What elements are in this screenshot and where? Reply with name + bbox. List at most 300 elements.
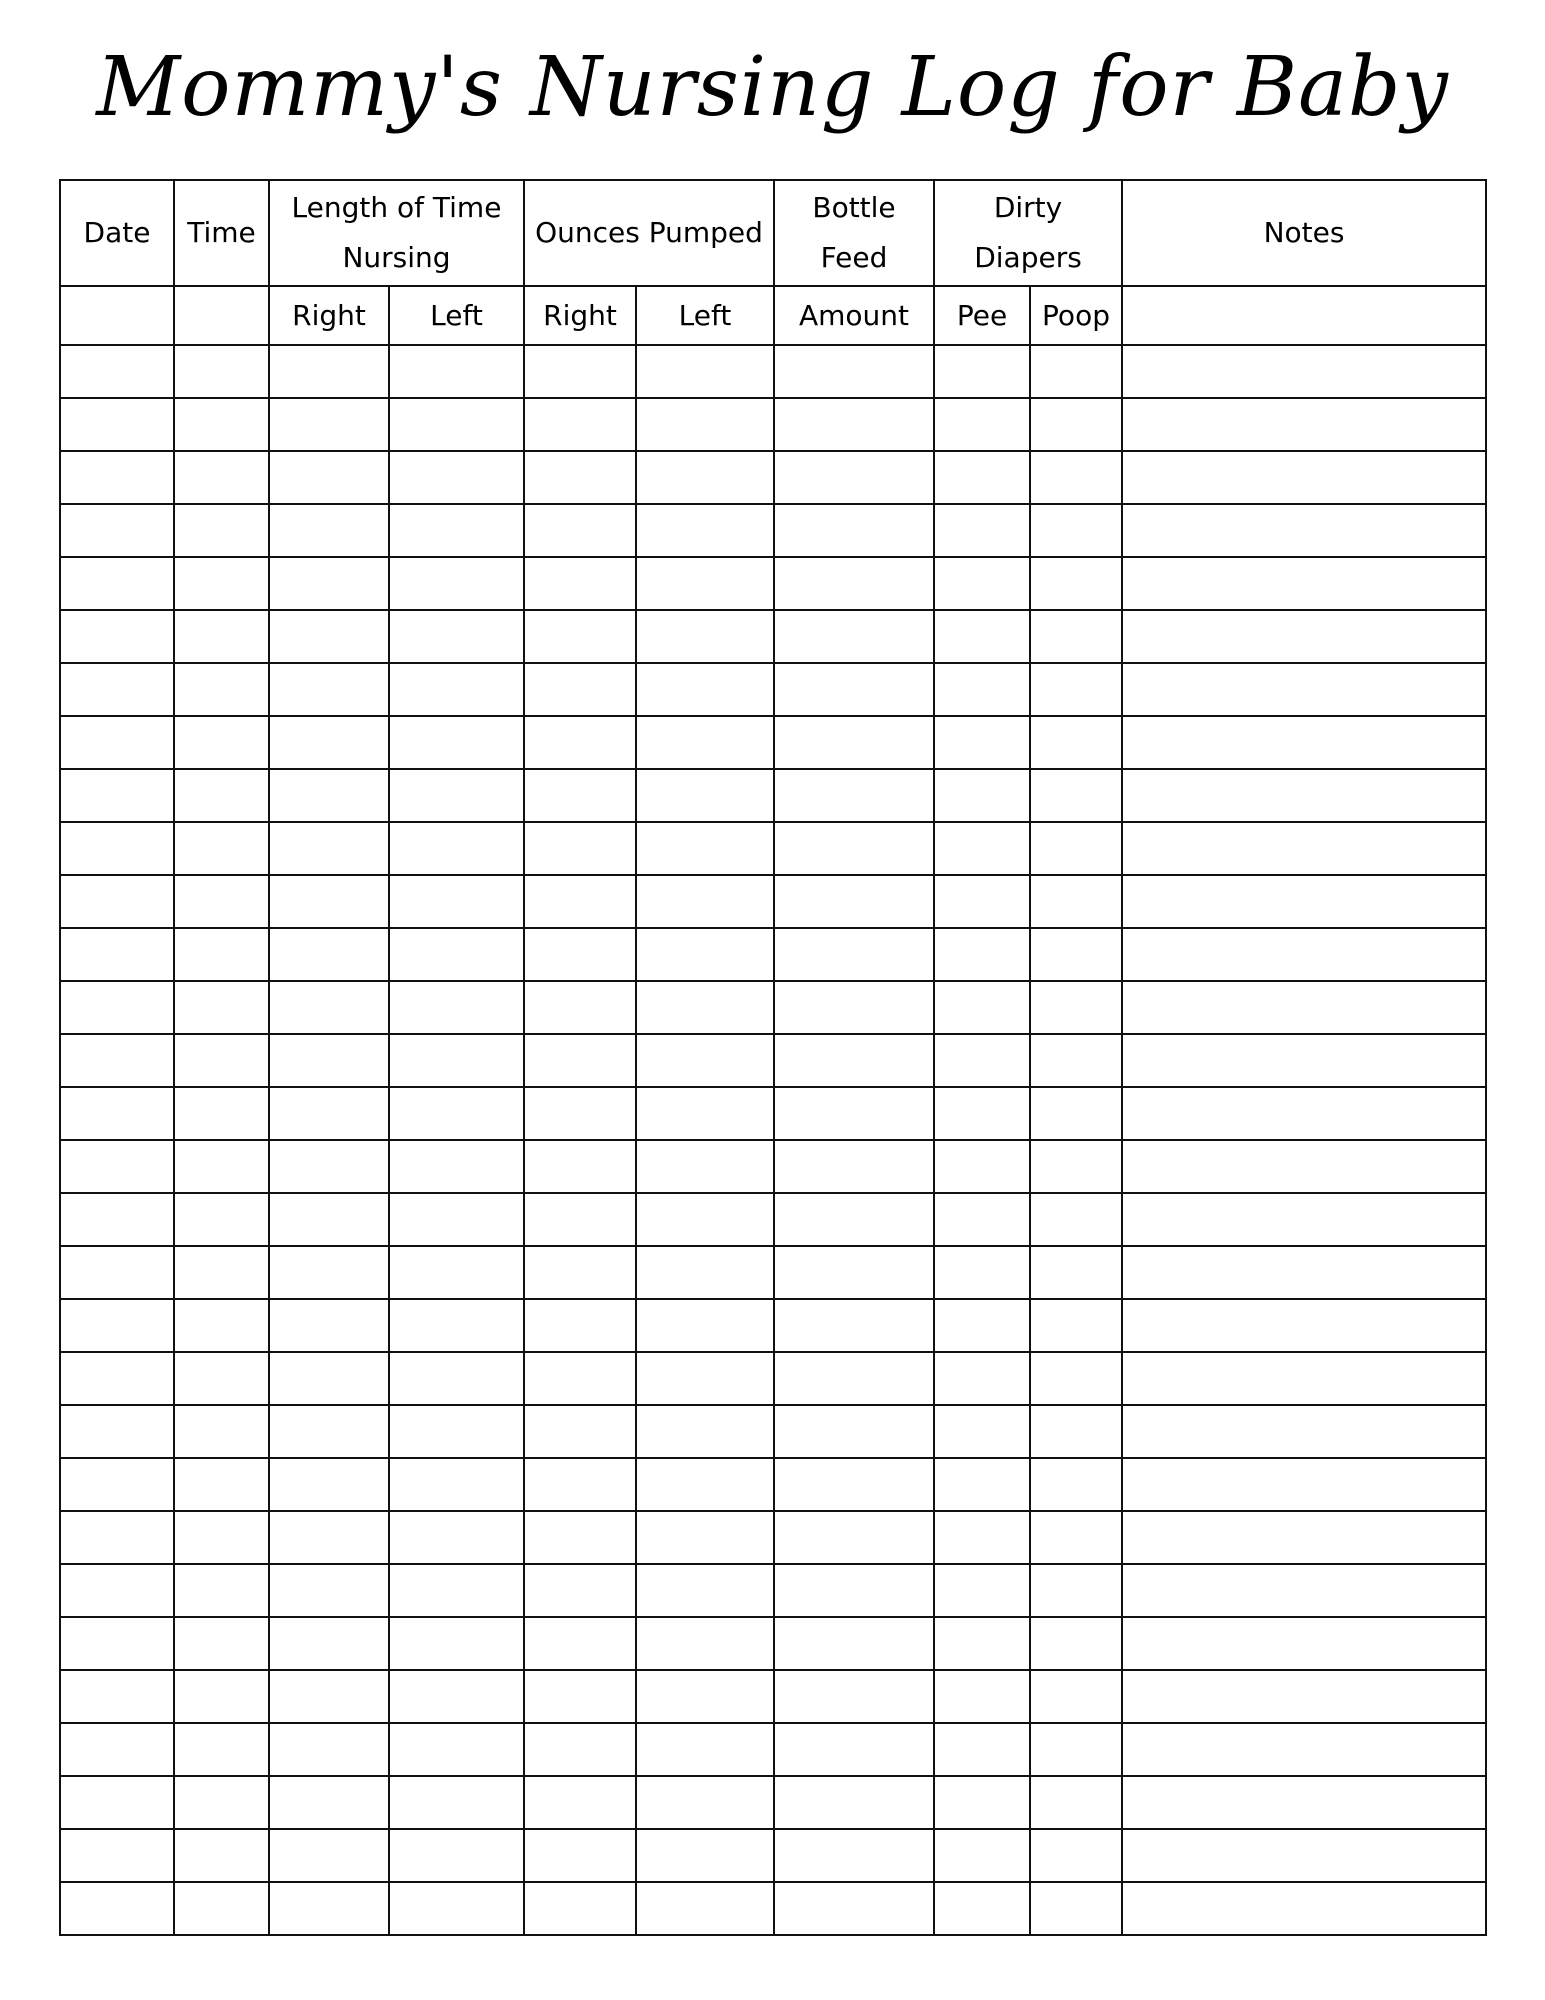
cell-pumped-right [524,769,636,822]
cell-bottle-amount [774,1670,934,1723]
cell-bottle-amount [774,1299,934,1352]
table-row [60,1352,1486,1405]
cell-time [174,1564,269,1617]
cell-time [174,1776,269,1829]
cell-bottle-amount [774,610,934,663]
cell-pumped-right [524,875,636,928]
cell-date [60,1034,174,1087]
table-row [60,1193,1486,1246]
cell-nursing-right [269,610,389,663]
cell-pumped-right [524,716,636,769]
cell-date [60,1882,174,1935]
cell-nursing-left [389,1723,524,1776]
cell-diapers-pee [934,1458,1030,1511]
cell-time [174,1829,269,1882]
cell-nursing-left [389,1511,524,1564]
cell-notes [1122,1829,1486,1882]
cell-nursing-right [269,663,389,716]
cell-date [60,1087,174,1140]
cell-pumped-right [524,1299,636,1352]
cell-nursing-left [389,875,524,928]
cell-nursing-right [269,1617,389,1670]
cell-diapers-poop [1030,875,1122,928]
cell-nursing-left [389,716,524,769]
cell-diapers-pee [934,1882,1030,1935]
cell-nursing-right [269,716,389,769]
subheader-diapers-poop: Poop [1030,286,1122,345]
cell-diapers-pee [934,345,1030,398]
cell-diapers-poop [1030,1829,1122,1882]
table-row [60,1511,1486,1564]
cell-notes [1122,1670,1486,1723]
cell-diapers-pee [934,1140,1030,1193]
cell-pumped-right [524,610,636,663]
cell-date [60,1723,174,1776]
cell-pumped-left [636,928,774,981]
cell-pumped-right [524,1723,636,1776]
table-row [60,398,1486,451]
cell-nursing-right [269,1299,389,1352]
cell-diapers-poop [1030,451,1122,504]
table-row [60,928,1486,981]
cell-time [174,1458,269,1511]
cell-pumped-right [524,1405,636,1458]
cell-nursing-left [389,451,524,504]
table-row [60,1458,1486,1511]
cell-diapers-pee [934,1246,1030,1299]
page-title: Mommy's Nursing Log for Baby [96,40,1449,135]
cell-notes [1122,1405,1486,1458]
cell-date [60,610,174,663]
cell-pumped-right [524,981,636,1034]
cell-time [174,928,269,981]
cell-notes [1122,1034,1486,1087]
cell-diapers-pee [934,769,1030,822]
cell-diapers-poop [1030,716,1122,769]
cell-nursing-right [269,1882,389,1935]
cell-notes [1122,1617,1486,1670]
cell-date [60,822,174,875]
cell-notes [1122,1193,1486,1246]
table-row [60,1140,1486,1193]
cell-date [60,875,174,928]
cell-notes [1122,716,1486,769]
cell-diapers-poop [1030,1564,1122,1617]
table-row [60,1087,1486,1140]
cell-date [60,345,174,398]
cell-notes [1122,663,1486,716]
cell-date [60,1405,174,1458]
header-nursing-label: Length of Time Nursing [291,191,502,274]
cell-time [174,1193,269,1246]
cell-time [174,1246,269,1299]
cell-notes [1122,981,1486,1034]
cell-diapers-poop [1030,1299,1122,1352]
cell-date [60,1352,174,1405]
cell-pumped-left [636,610,774,663]
table-row [60,1299,1486,1352]
cell-pumped-left [636,557,774,610]
cell-date [60,1140,174,1193]
cell-date [60,1564,174,1617]
cell-notes [1122,1882,1486,1935]
cell-diapers-pee [934,1352,1030,1405]
table-row [60,769,1486,822]
cell-time [174,822,269,875]
cell-bottle-amount [774,1193,934,1246]
cell-diapers-pee [934,1405,1030,1458]
table-row [60,1670,1486,1723]
cell-pumped-right [524,1246,636,1299]
cell-bottle-amount [774,1511,934,1564]
cell-nursing-left [389,1193,524,1246]
subheader-notes-blank [1122,286,1486,345]
cell-time [174,1405,269,1458]
cell-diapers-poop [1030,1723,1122,1776]
cell-notes [1122,1352,1486,1405]
cell-pumped-left [636,398,774,451]
cell-nursing-left [389,822,524,875]
subheader-diapers-pee: Pee [934,286,1030,345]
table-row [60,345,1486,398]
cell-pumped-left [636,822,774,875]
cell-nursing-left [389,1829,524,1882]
cell-date [60,1458,174,1511]
cell-nursing-left [389,504,524,557]
cell-pumped-right [524,822,636,875]
cell-notes [1122,398,1486,451]
cell-notes [1122,1246,1486,1299]
cell-diapers-pee [934,398,1030,451]
cell-time [174,1352,269,1405]
table-row [60,1405,1486,1458]
cell-nursing-left [389,1405,524,1458]
cell-nursing-left [389,1140,524,1193]
cell-notes [1122,557,1486,610]
cell-nursing-left [389,345,524,398]
cell-nursing-left [389,610,524,663]
table-row [60,1776,1486,1829]
table-row [60,610,1486,663]
cell-nursing-left [389,1776,524,1829]
cell-pumped-left [636,1352,774,1405]
cell-diapers-poop [1030,1034,1122,1087]
cell-diapers-pee [934,1034,1030,1087]
cell-date [60,769,174,822]
cell-diapers-pee [934,928,1030,981]
cell-nursing-left [389,981,524,1034]
cell-date [60,663,174,716]
cell-diapers-pee [934,557,1030,610]
cell-pumped-left [636,1829,774,1882]
cell-pumped-left [636,504,774,557]
cell-bottle-amount [774,345,934,398]
cell-nursing-right [269,1034,389,1087]
cell-nursing-left [389,1034,524,1087]
cell-pumped-right [524,1034,636,1087]
cell-nursing-right [269,1458,389,1511]
cell-diapers-poop [1030,398,1122,451]
cell-bottle-amount [774,1034,934,1087]
cell-diapers-pee [934,1670,1030,1723]
cell-diapers-poop [1030,1670,1122,1723]
cell-diapers-pee [934,663,1030,716]
table-row [60,1882,1486,1935]
cell-notes [1122,451,1486,504]
cell-diapers-pee [934,504,1030,557]
cell-nursing-right [269,451,389,504]
cell-bottle-amount [774,451,934,504]
cell-date [60,928,174,981]
cell-time [174,345,269,398]
cell-date [60,1193,174,1246]
cell-nursing-right [269,822,389,875]
table-row [60,1617,1486,1670]
cell-diapers-poop [1030,1617,1122,1670]
cell-pumped-left [636,1087,774,1140]
subheader-nursing-right: Right [269,286,389,345]
cell-diapers-poop [1030,504,1122,557]
header-date: Date [60,180,174,286]
cell-pumped-left [636,1776,774,1829]
subheader-time-blank [174,286,269,345]
table-row [60,1246,1486,1299]
cell-date [60,1299,174,1352]
cell-time [174,1670,269,1723]
subheader-row [60,286,1486,345]
header-time: Time [174,180,269,286]
table-row [60,1829,1486,1882]
cell-diapers-pee [934,981,1030,1034]
cell-notes [1122,1776,1486,1829]
header-notes: Notes [1122,180,1486,286]
cell-pumped-left [636,663,774,716]
cell-pumped-left [636,875,774,928]
cell-pumped-right [524,345,636,398]
cell-time [174,981,269,1034]
cell-bottle-amount [774,663,934,716]
cell-bottle-amount [774,1776,934,1829]
cell-nursing-left [389,769,524,822]
cell-nursing-right [269,769,389,822]
cell-time [174,769,269,822]
cell-bottle-amount [774,1140,934,1193]
cell-pumped-left [636,716,774,769]
cell-nursing-right [269,981,389,1034]
cell-nursing-right [269,1829,389,1882]
cell-bottle-amount [774,1246,934,1299]
cell-nursing-right [269,345,389,398]
cell-bottle-amount [774,504,934,557]
cell-nursing-left [389,1087,524,1140]
table-row [60,1723,1486,1776]
cell-bottle-amount [774,557,934,610]
cell-pumped-right [524,1564,636,1617]
cell-time [174,716,269,769]
cell-date [60,451,174,504]
cell-pumped-right [524,1617,636,1670]
cell-diapers-poop [1030,557,1122,610]
cell-bottle-amount [774,1617,934,1670]
cell-date [60,1617,174,1670]
table-row [60,822,1486,875]
cell-bottle-amount [774,875,934,928]
cell-notes [1122,1299,1486,1352]
cell-bottle-amount [774,981,934,1034]
cell-diapers-pee [934,822,1030,875]
table-row [60,981,1486,1034]
cell-pumped-right [524,928,636,981]
cell-notes [1122,610,1486,663]
cell-date [60,1511,174,1564]
cell-pumped-right [524,451,636,504]
cell-date [60,1776,174,1829]
cell-nursing-right [269,1087,389,1140]
cell-nursing-left [389,398,524,451]
cell-bottle-amount [774,928,934,981]
cell-pumped-right [524,398,636,451]
cell-time [174,1723,269,1776]
cell-nursing-right [269,1670,389,1723]
cell-time [174,610,269,663]
cell-diapers-pee [934,1299,1030,1352]
cell-pumped-left [636,1193,774,1246]
cell-date [60,557,174,610]
header-row [60,180,1486,286]
cell-diapers-pee [934,1829,1030,1882]
cell-notes [1122,928,1486,981]
cell-time [174,1140,269,1193]
cell-diapers-poop [1030,1246,1122,1299]
cell-diapers-pee [934,716,1030,769]
cell-bottle-amount [774,1405,934,1458]
cell-notes [1122,875,1486,928]
cell-bottle-amount [774,822,934,875]
cell-pumped-left [636,981,774,1034]
cell-diapers-poop [1030,1776,1122,1829]
cell-pumped-left [636,1034,774,1087]
cell-pumped-left [636,1458,774,1511]
cell-bottle-amount [774,1882,934,1935]
cell-bottle-amount [774,716,934,769]
cell-diapers-poop [1030,1352,1122,1405]
subheader-date-blank [60,286,174,345]
log-body [60,345,1486,1935]
cell-diapers-poop [1030,1087,1122,1140]
cell-diapers-pee [934,1776,1030,1829]
cell-diapers-pee [934,1617,1030,1670]
cell-pumped-right [524,1670,636,1723]
table-row [60,504,1486,557]
cell-pumped-right [524,1882,636,1935]
cell-date [60,716,174,769]
cell-diapers-pee [934,451,1030,504]
subheader-bottle-amount: Amount [774,286,934,345]
cell-date [60,1829,174,1882]
header-nursing [269,180,524,286]
cell-pumped-right [524,504,636,557]
cell-pumped-right [524,1140,636,1193]
cell-pumped-left [636,1617,774,1670]
table-row [60,663,1486,716]
cell-notes [1122,345,1486,398]
cell-diapers-pee [934,1193,1030,1246]
cell-diapers-poop [1030,1511,1122,1564]
cell-nursing-right [269,1405,389,1458]
cell-nursing-right [269,1352,389,1405]
cell-nursing-right [269,398,389,451]
cell-nursing-right [269,1776,389,1829]
cell-diapers-poop [1030,1140,1122,1193]
cell-time [174,1087,269,1140]
cell-nursing-right [269,1140,389,1193]
header-diapers [934,180,1122,286]
cell-pumped-left [636,345,774,398]
cell-pumped-right [524,1829,636,1882]
header-pumped: Ounces Pumped [524,180,774,286]
table-row [60,875,1486,928]
cell-notes [1122,769,1486,822]
cell-diapers-poop [1030,1882,1122,1935]
cell-time [174,1617,269,1670]
cell-diapers-pee [934,610,1030,663]
cell-diapers-poop [1030,345,1122,398]
cell-notes [1122,1087,1486,1140]
header-bottle [774,180,934,286]
cell-pumped-left [636,1882,774,1935]
header-bottle-label: Bottle Feed [812,191,896,274]
subheader-pumped-left: Left [636,286,774,345]
cell-notes [1122,1723,1486,1776]
cell-time [174,557,269,610]
cell-time [174,663,269,716]
cell-diapers-poop [1030,1193,1122,1246]
cell-time [174,875,269,928]
cell-pumped-left [636,1511,774,1564]
subheader-pumped-right: Right [524,286,636,345]
cell-pumped-right [524,1776,636,1829]
cell-nursing-right [269,504,389,557]
cell-pumped-left [636,1723,774,1776]
cell-nursing-right [269,1193,389,1246]
cell-notes [1122,1140,1486,1193]
cell-diapers-poop [1030,822,1122,875]
cell-diapers-pee [934,1511,1030,1564]
cell-pumped-right [524,1193,636,1246]
cell-nursing-left [389,1617,524,1670]
cell-date [60,981,174,1034]
cell-notes [1122,504,1486,557]
cell-diapers-poop [1030,928,1122,981]
cell-time [174,504,269,557]
cell-nursing-right [269,875,389,928]
table-row [60,451,1486,504]
cell-nursing-left [389,928,524,981]
cell-nursing-left [389,1564,524,1617]
cell-nursing-left [389,1352,524,1405]
cell-pumped-right [524,1458,636,1511]
cell-time [174,1882,269,1935]
cell-nursing-right [269,1564,389,1617]
cell-pumped-left [636,1670,774,1723]
cell-date [60,504,174,557]
cell-time [174,398,269,451]
cell-notes [1122,1564,1486,1617]
cell-pumped-right [524,1511,636,1564]
cell-bottle-amount [774,769,934,822]
cell-pumped-left [636,1140,774,1193]
cell-bottle-amount [774,1723,934,1776]
